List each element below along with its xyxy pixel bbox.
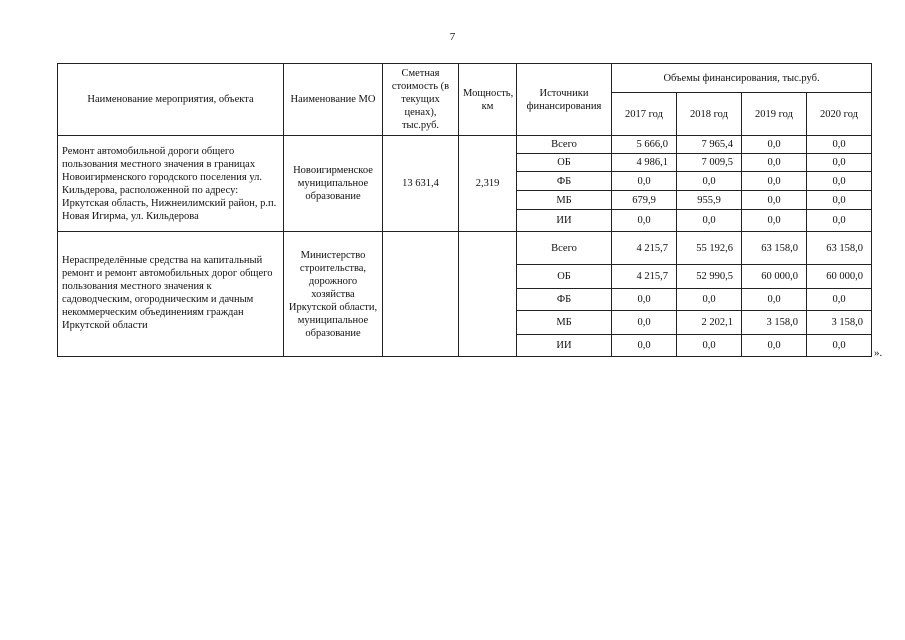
value-cell: 955,9 bbox=[677, 191, 742, 210]
value-cell: 0,0 bbox=[742, 335, 807, 357]
value-cell: 0,0 bbox=[612, 210, 677, 232]
value-cell: 0,0 bbox=[807, 154, 872, 172]
value-cell: 3 158,0 bbox=[807, 311, 872, 335]
value-cell: 7 009,5 bbox=[677, 154, 742, 172]
source-label: ФБ bbox=[517, 172, 612, 191]
source-label: ИИ bbox=[517, 210, 612, 232]
value-cell: 5 666,0 bbox=[612, 136, 677, 154]
value-cell: 0,0 bbox=[677, 289, 742, 311]
value-cell: 4 215,7 bbox=[612, 265, 677, 289]
estimate-cell bbox=[383, 232, 459, 357]
value-cell: 0,0 bbox=[742, 289, 807, 311]
page-number: 7 bbox=[449, 31, 456, 43]
value-cell: 0,0 bbox=[612, 172, 677, 191]
mo-cell: Министерство строительства, дорожного хозяйства Иркутской области, муниципальное образование bbox=[284, 232, 383, 357]
source-label: ФБ bbox=[517, 289, 612, 311]
value-cell: 0,0 bbox=[612, 335, 677, 357]
estimate-cell: 13 631,4 bbox=[383, 136, 459, 232]
header-sources: Источники финансирования bbox=[517, 64, 612, 136]
value-cell: 0,0 bbox=[742, 136, 807, 154]
mo-cell: Новоигирменское муниципальное образование bbox=[284, 136, 383, 232]
value-cell: 4 215,7 bbox=[612, 232, 677, 265]
table-row bbox=[58, 136, 872, 154]
header-capacity: Мощность, км bbox=[459, 64, 517, 136]
value-cell: 63 158,0 bbox=[742, 232, 807, 265]
header-mo: Наименование МО bbox=[284, 64, 383, 136]
value-cell: 0,0 bbox=[807, 191, 872, 210]
closing-quote-mark: ». bbox=[874, 347, 883, 359]
header-year-2017: 2017 год bbox=[612, 93, 677, 136]
header-year-2019: 2019 год bbox=[742, 93, 807, 136]
table-row bbox=[58, 232, 872, 265]
value-cell: 0,0 bbox=[677, 210, 742, 232]
source-label: МБ bbox=[517, 191, 612, 210]
value-cell: 60 000,0 bbox=[742, 265, 807, 289]
source-label: МБ bbox=[517, 311, 612, 335]
source-label: Всего bbox=[517, 232, 612, 265]
value-cell: 2 202,1 bbox=[677, 311, 742, 335]
value-cell: 0,0 bbox=[807, 172, 872, 191]
value-cell: 63 158,0 bbox=[807, 232, 872, 265]
value-cell: 0,0 bbox=[742, 172, 807, 191]
capacity-cell: 2,319 bbox=[459, 136, 517, 232]
value-cell: 4 986,1 bbox=[612, 154, 677, 172]
value-cell: 0,0 bbox=[742, 210, 807, 232]
value-cell: 55 192,6 bbox=[677, 232, 742, 265]
value-cell: 0,0 bbox=[742, 154, 807, 172]
value-cell: 0,0 bbox=[807, 289, 872, 311]
value-cell: 0,0 bbox=[807, 136, 872, 154]
header-name: Наименование мероприятия, объекта bbox=[58, 64, 284, 136]
value-cell: 7 965,4 bbox=[677, 136, 742, 154]
value-cell: 679,9 bbox=[612, 191, 677, 210]
source-label: ОБ bbox=[517, 154, 612, 172]
header-estimate: Сметная стоимость (в текущих ценах), тыс.руб. bbox=[383, 64, 459, 136]
capacity-cell bbox=[459, 232, 517, 357]
object-name-cell: Нераспределённые средства на капитальный ремонт и ремонт автомобильных дорог общего пользования местного значения к садоводческим, огородническим и дачным некоммерческим объединениям граждан Иркутской области bbox=[58, 232, 284, 357]
value-cell: 0,0 bbox=[612, 311, 677, 335]
financing-table bbox=[57, 63, 872, 357]
value-cell: 60 000,0 bbox=[807, 265, 872, 289]
value-cell: 0,0 bbox=[742, 191, 807, 210]
object-name-cell: Ремонт автомобильной дороги общего пользования местного значения в границах Новоигирменского городского поселения ул. Кильдерова, расположенной по адресу: Иркутская область, Нижнеилимский район, р.п. Новая Игирма, ул. Кильдерова bbox=[58, 136, 284, 232]
header-year-2018: 2018 год bbox=[677, 93, 742, 136]
value-cell: 52 990,5 bbox=[677, 265, 742, 289]
value-cell: 0,0 bbox=[612, 289, 677, 311]
value-cell: 0,0 bbox=[807, 335, 872, 357]
header-volumes: Объемы финансирования, тыс.руб. bbox=[612, 64, 872, 93]
source-label: ОБ bbox=[517, 265, 612, 289]
value-cell: 0,0 bbox=[677, 172, 742, 191]
value-cell: 0,0 bbox=[677, 335, 742, 357]
header-year-2020: 2020 год bbox=[807, 93, 872, 136]
value-cell: 3 158,0 bbox=[742, 311, 807, 335]
source-label: ИИ bbox=[517, 335, 612, 357]
value-cell: 0,0 bbox=[807, 210, 872, 232]
source-label: Всего bbox=[517, 136, 612, 154]
